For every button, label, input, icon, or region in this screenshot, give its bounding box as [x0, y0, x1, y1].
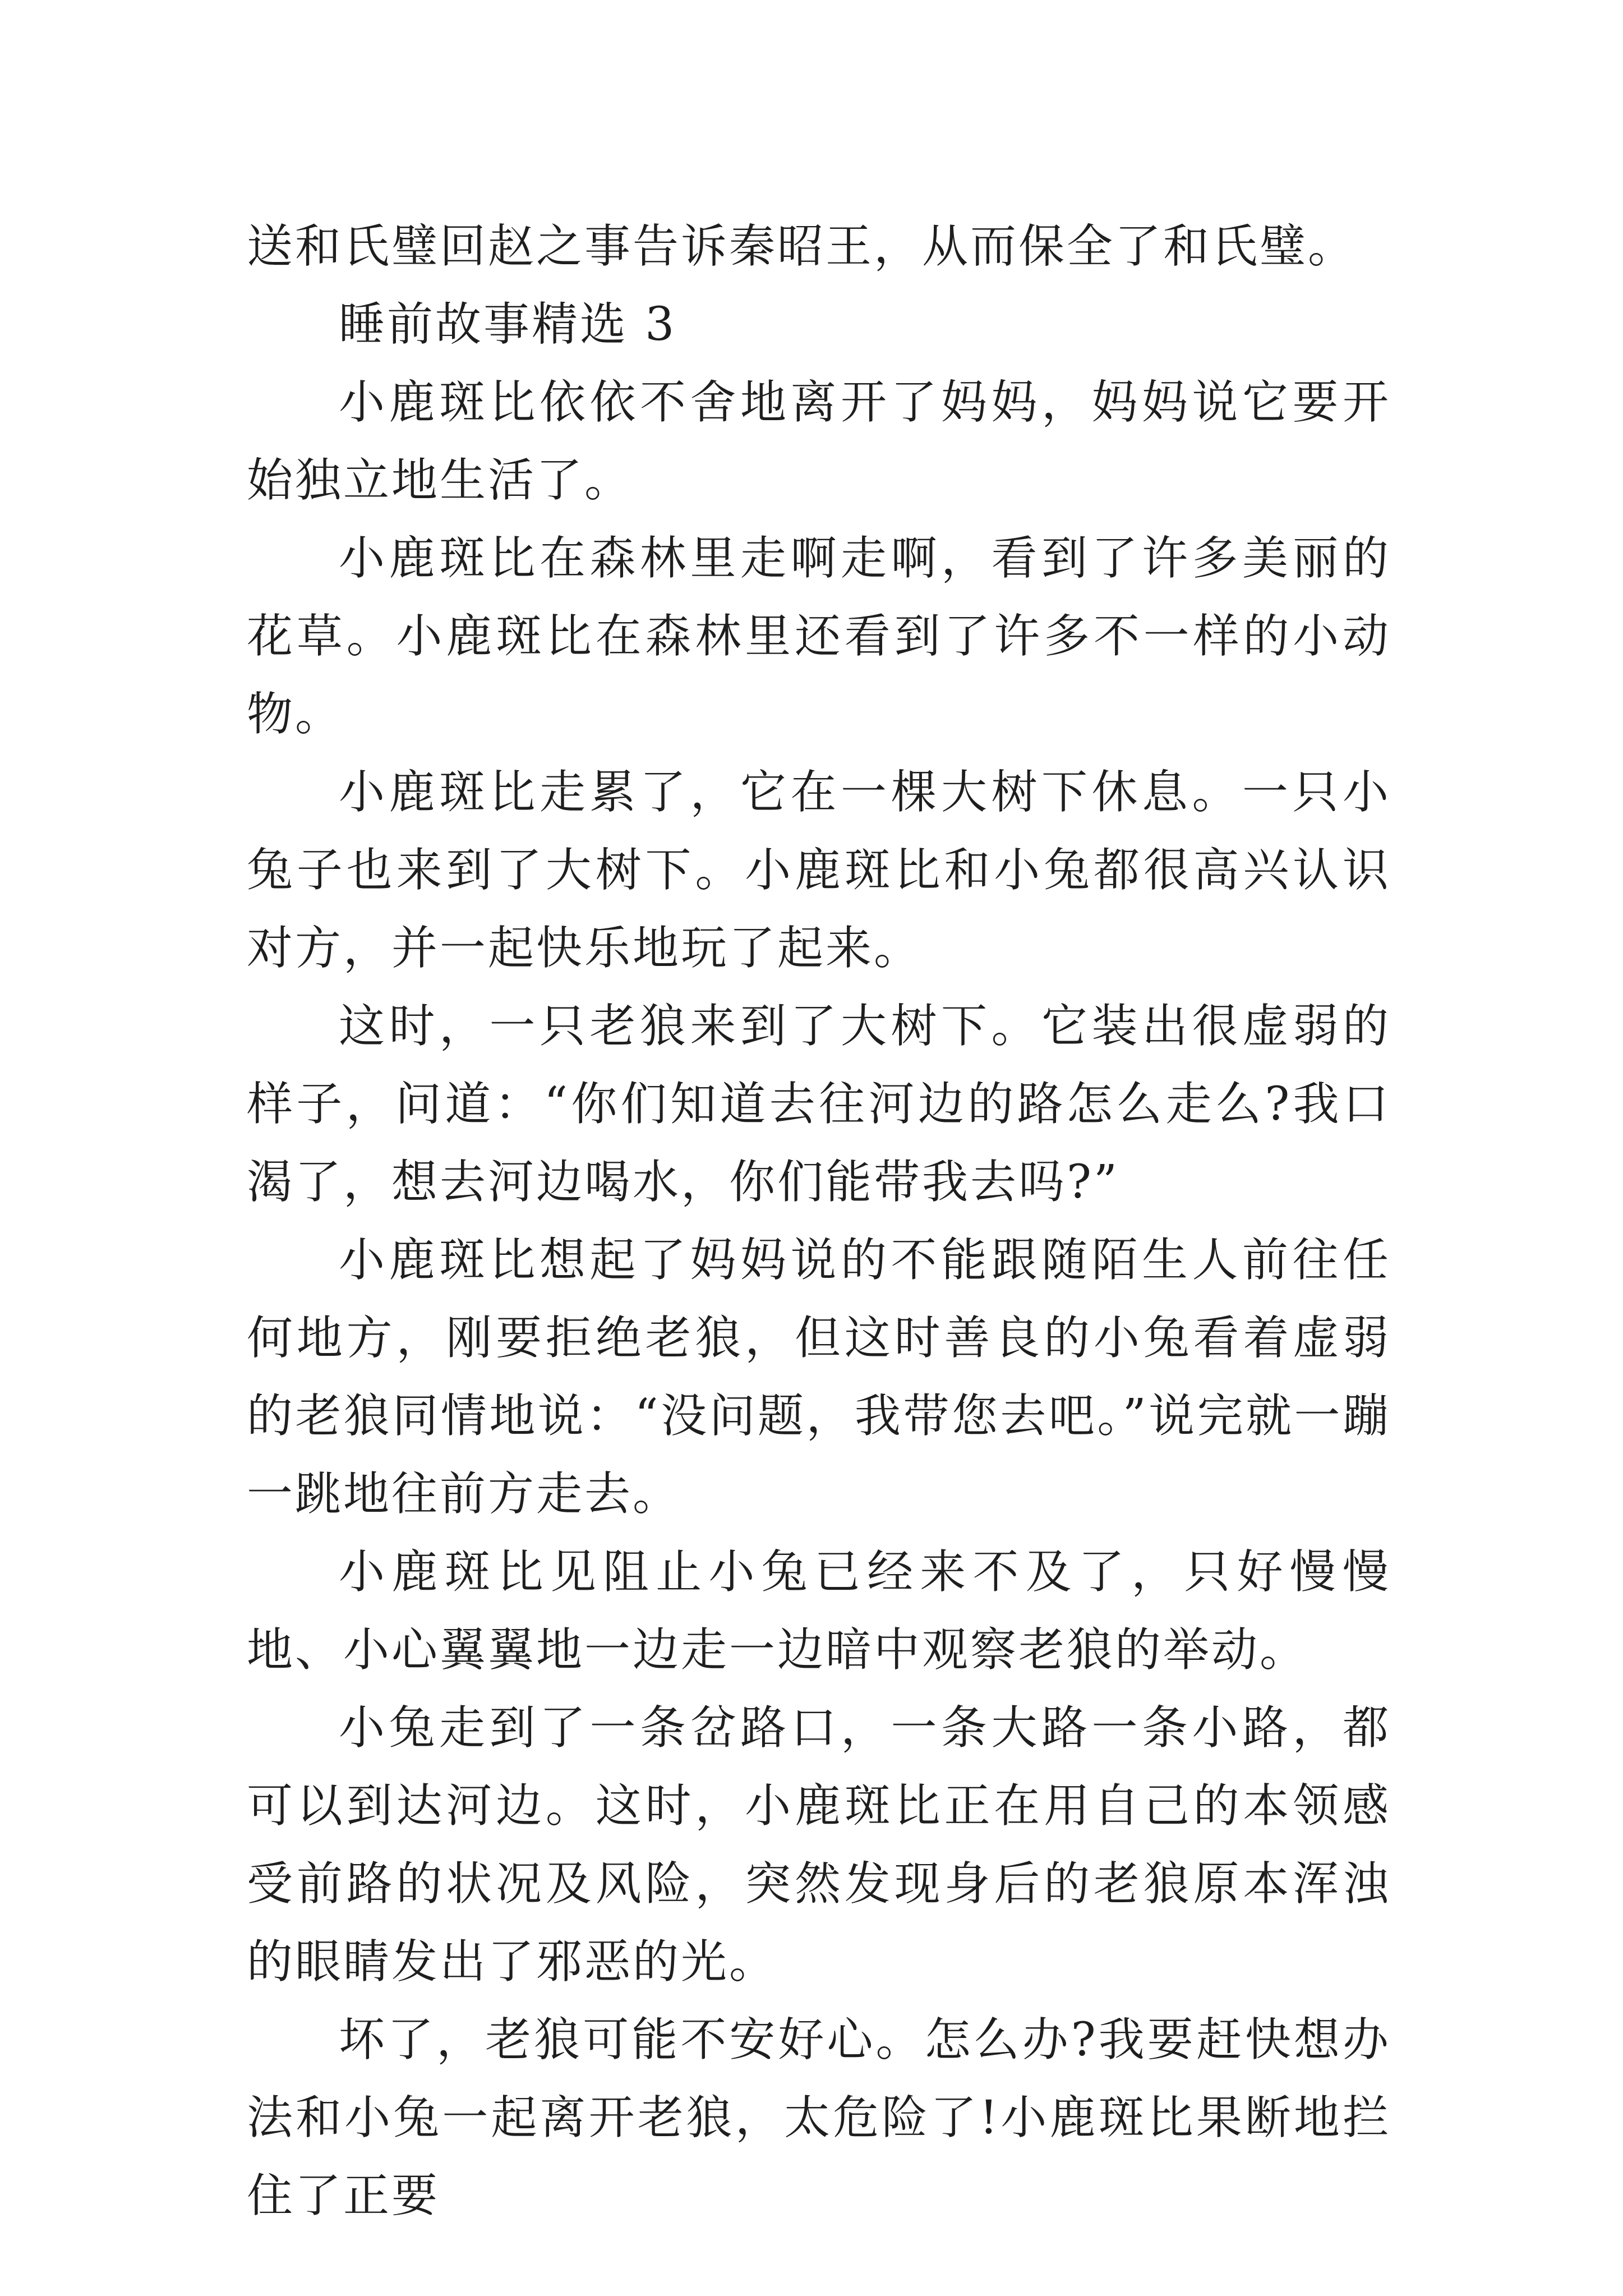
- body-paragraph: 小兔走到了一条岔路口，一条大路一条小路，都可以到达河边。这时，小鹿斑比正在用自己的本领感受前路的状况及风险，突然发现身后的老狼原本浑浊的眼睛发出了邪恶的光。: [247, 1701, 1391, 1989]
- section-heading: 睡前故事精选 3: [339, 298, 677, 351]
- continuation-paragraph: 送和氏璧回赵之事告诉秦昭王，从而保全了和氏璧。: [247, 220, 1357, 273]
- body-paragraph: 小鹿斑比想起了妈妈说的不能跟随陌生人前往任何地方，刚要拒绝老狼，但这时善良的小兔看着虚弱的老狼同情地说：“没问题，我带您去吧。”说完就一蹦一跳地往前方走去。: [247, 1234, 1391, 1521]
- body-paragraph: 这时，一只老狼来到了大树下。它装出很虚弱的样子，问道：“你们知道去往河边的路怎么走么?我口渴了，想去河边喝水，你们能带我去吗?”: [247, 1000, 1391, 1209]
- body-paragraph: 小鹿斑比依依不舍地离开了妈妈，妈妈说它要开始独立地生活了。: [247, 376, 1391, 507]
- body-paragraph: 小鹿斑比见阻止小兔已经来不及了，只好慢慢地、小心翼翼地一边走一边暗中观察老狼的举动。: [247, 1545, 1391, 1677]
- document-body: [247, 208, 1391, 2235]
- body-paragraph: 坏了，老狼可能不安好心。怎么办?我要赶快想办法和小兔一起离开老狼，太危险了!小鹿斑比果断地拦住了正要: [247, 2013, 1391, 2223]
- body-paragraph: 小鹿斑比走累了，它在一棵大树下休息。一只小兔子也来到了大树下。小鹿斑比和小兔都很高兴认识对方，并一起快乐地玩了起来。: [247, 766, 1391, 975]
- body-paragraph: 小鹿斑比在森林里走啊走啊，看到了许多美丽的花草。小鹿斑比在森林里还看到了许多不一样的小动物。: [247, 532, 1391, 741]
